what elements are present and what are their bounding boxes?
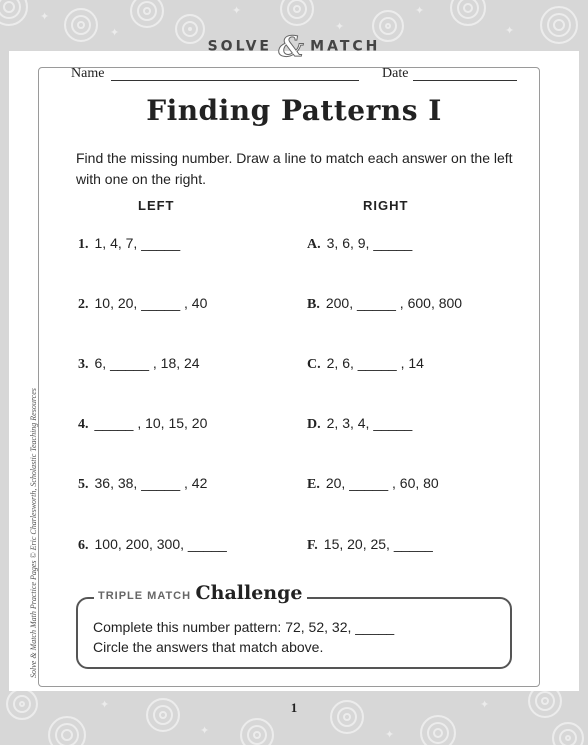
item-number: C.: [307, 357, 321, 372]
item-number: 5.: [78, 477, 89, 492]
star-icon: ✦: [505, 25, 515, 37]
side-credit: Solve & Match Math Practice Pages © Eric Charlesworth, Scholastic Teaching Resources: [29, 388, 38, 678]
star-icon: ✦: [335, 21, 345, 33]
left-item-2: [78, 295, 207, 313]
challenge-line-1: Complete this number pattern: 72, 52, 32, _____: [93, 619, 395, 635]
item-text: 200, _____ , 600, 800: [325, 295, 463, 311]
instructions: Find the missing number. Draw a line to match each answer on the left with one on the right.: [76, 150, 513, 187]
item-number: 3.: [78, 357, 89, 372]
swirl-decoration: [280, 0, 314, 26]
star-icon: ✦: [480, 699, 490, 711]
challenge-line-2: Circle the answers that match above.: [93, 639, 324, 655]
left-item-1: [78, 235, 180, 253]
item-text: 3, 6, 9, _____: [326, 235, 413, 251]
right-item-c: [307, 355, 424, 373]
swirl-decoration: [552, 722, 584, 745]
left-column-header: LEFT: [138, 198, 175, 213]
swirl-decoration: [240, 718, 274, 745]
item-text: 10, 20, _____ , 40: [94, 295, 208, 311]
item-text: 6, _____ , 18, 24: [94, 355, 200, 371]
name-line[interactable]: [111, 80, 359, 81]
item-number: D.: [307, 417, 321, 432]
item-number: 2.: [78, 297, 89, 312]
banner-solve: SOLVE: [207, 38, 272, 55]
item-text: 20, _____ , 60, 80: [325, 475, 439, 491]
star-icon: ✦: [385, 729, 395, 741]
swirl-decoration: [420, 715, 456, 745]
item-text: _____ , 10, 15, 20: [94, 415, 208, 431]
item-text: 15, 20, 25, _____: [323, 536, 433, 552]
swirl-decoration: [540, 6, 578, 44]
right-item-b: [307, 295, 462, 313]
item-text: 2, 6, _____ , 14: [326, 355, 424, 371]
swirl-decoration: [48, 716, 86, 745]
page-number: 1: [290, 700, 298, 715]
left-item-3: [78, 355, 200, 373]
left-item-4: [78, 415, 207, 433]
star-icon: ✦: [232, 5, 242, 17]
star-icon: ✦: [100, 699, 110, 711]
star-icon: ✦: [110, 27, 120, 39]
item-number: A.: [307, 237, 321, 252]
name-date-row: [71, 66, 517, 84]
right-item-f: [307, 536, 433, 554]
item-text: 36, 38, _____ , 42: [94, 475, 208, 491]
item-number: 4.: [78, 417, 89, 432]
item-number: 6.: [78, 538, 89, 553]
swirl-decoration: [450, 0, 486, 26]
item-number: 1.: [78, 237, 89, 252]
challenge-heading: [94, 582, 307, 604]
swirl-decoration: [130, 0, 164, 28]
right-item-a: [307, 235, 412, 253]
item-text: 100, 200, 300, _____: [94, 536, 227, 552]
star-icon: ✦: [415, 5, 425, 17]
right-column-header: RIGHT: [363, 198, 409, 213]
right-item-e: [307, 475, 439, 493]
star-icon: ✦: [200, 725, 210, 737]
item-number: B.: [307, 297, 320, 312]
left-item-6: [78, 536, 227, 554]
star-icon: ✦: [40, 11, 50, 23]
solve-and-match-banner: [200, 30, 388, 63]
page-title: Finding Patterns I: [146, 94, 442, 127]
date-line[interactable]: [413, 80, 517, 81]
banner-match: MATCH: [310, 38, 381, 55]
item-number: E.: [307, 477, 320, 492]
item-text: 1, 4, 7, _____: [94, 235, 181, 251]
date-label: Date: [382, 66, 409, 81]
item-number: F.: [307, 538, 318, 553]
right-item-d: [307, 415, 412, 433]
swirl-decoration: [0, 0, 28, 26]
item-text: 2, 3, 4, _____: [326, 415, 413, 431]
left-item-5: [78, 475, 207, 493]
challenge-heading-small: TRIPLE MATCH: [98, 590, 192, 602]
name-label: Name: [71, 66, 105, 81]
challenge-heading-big: Challenge: [195, 582, 303, 604]
swirl-decoration: [64, 8, 98, 42]
banner-ampersand: &: [278, 30, 304, 63]
